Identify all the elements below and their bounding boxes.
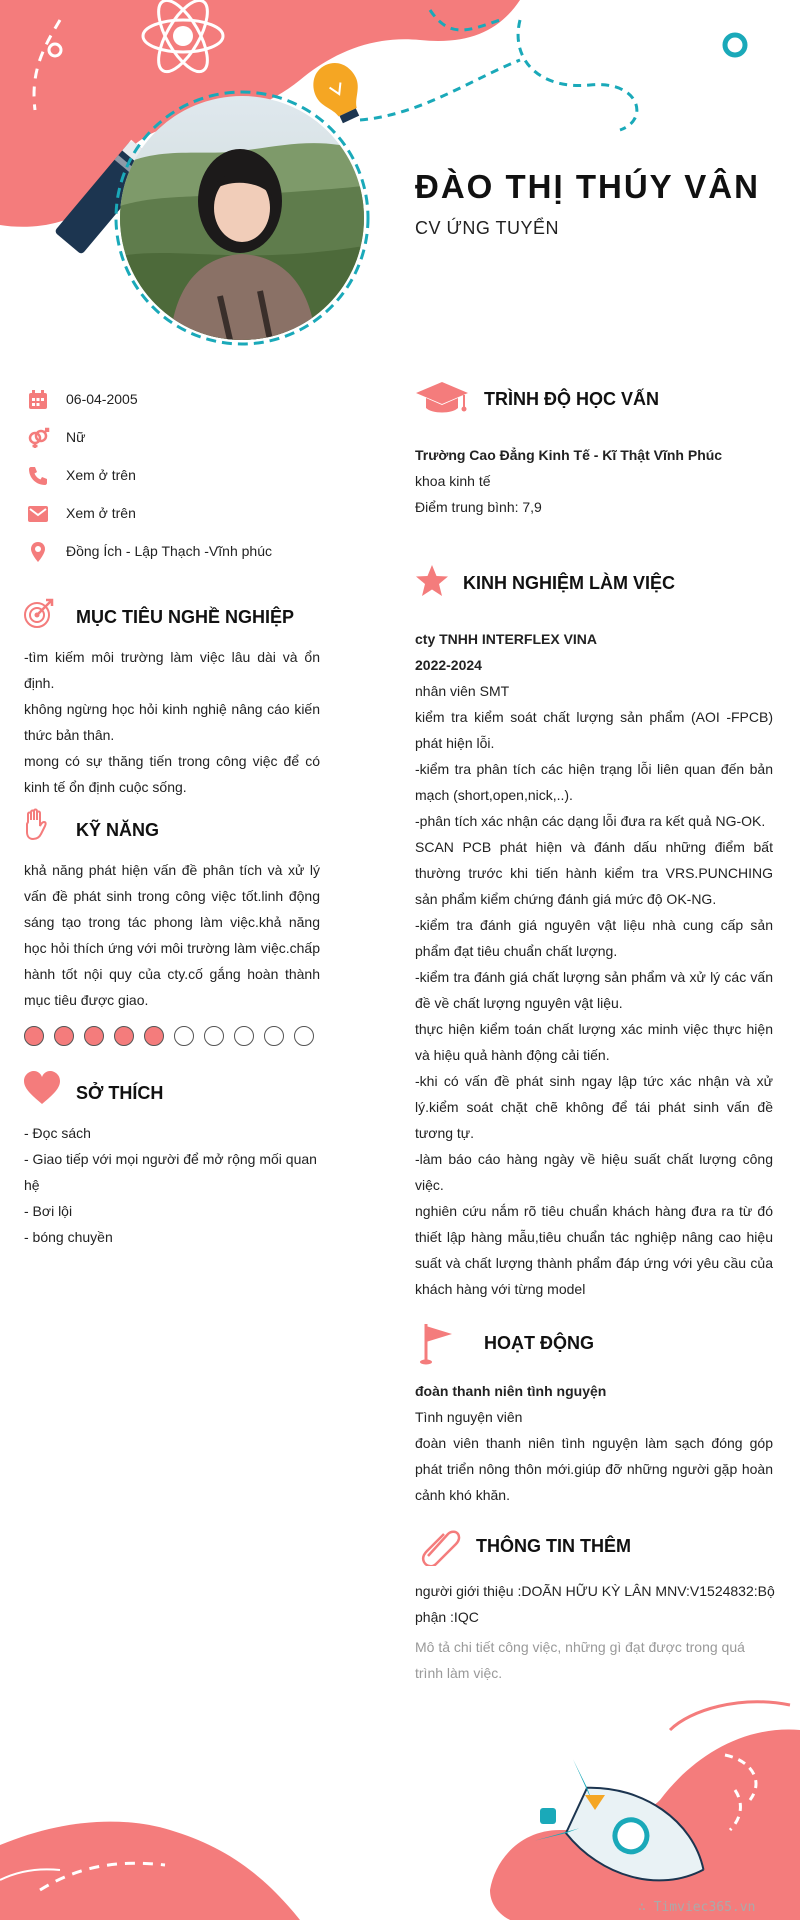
email-icon	[26, 502, 50, 526]
experience-line: -phân tích xác nhận các dạng lỗi đưa ra kết quả NG-OK.	[415, 813, 766, 829]
star-icon	[414, 564, 450, 598]
footer-brand-text: Timviec365.vn	[653, 1900, 756, 1915]
contact-phone-text: Xem ở trên	[66, 467, 136, 483]
education-major: khoa kinh tế	[415, 473, 491, 489]
contact-address-text: Đồng Ích - Lập Thạch -Vĩnh phúc	[66, 543, 272, 559]
hobby-item: - Giao tiếp với mọi người để mở rộng mối quan hệ	[24, 1151, 317, 1193]
additional-details	[415, 1578, 775, 1686]
contact-birthday	[26, 386, 346, 414]
objective-title: MỤC TIÊU NGHỀ NGHIỆP	[76, 607, 295, 627]
activities-title: HOẠT ĐỘNG	[484, 1333, 594, 1353]
cv-subtitle: CV ỨNG TUYỂN	[415, 218, 560, 238]
experience-title: KINH NGHIỆM LÀM VIỆC	[463, 573, 676, 593]
rating-dot	[294, 1026, 314, 1046]
profile-photo	[120, 96, 364, 340]
hobby-item: - bóng chuyền	[24, 1229, 113, 1245]
contact-birthday-text: 06-04-2005	[66, 391, 138, 407]
skills-text: khả năng phát hiện vấn đề phân tích và xử lý vấn đề phát sinh trong công việc tốt.linh động sáng tạo trong tác phong làm việc.khả năng học hỏi thích ứng với môi trường làm việc.chấp hành tốt nội quy của cty.cố gắng hoàn thành mục tiêu được giao.	[24, 862, 320, 1008]
contact-email-text: Xem ở trên	[66, 505, 136, 521]
hand-icon	[22, 808, 52, 842]
experience-details	[415, 626, 773, 1302]
rating-dot	[54, 1026, 74, 1046]
experience-line: -kiểm tra đánh giá nguyên vật liệu nhà cung cấp sản phẩm đạt tiêu chuẩn chất lượng.	[415, 917, 773, 959]
footer-brand: ∴ Timviec365.vn	[638, 1900, 756, 1915]
rating-dot	[234, 1026, 254, 1046]
hobby-item: - Bơi lội	[24, 1203, 73, 1219]
rating-dot	[144, 1026, 164, 1046]
experience-line: nghiên cứu nắm rõ tiêu chuẩn khách hàng đưa ra từ đó thiết lập hàng mẫu,tiêu chuẩn tác nghiệp nâng cao hiệu suất và chất lượng thành phẩm đáp ứng với yêu cầu của khách hàng với từng model	[415, 1203, 773, 1297]
target-icon	[22, 596, 56, 630]
graduation-cap-icon	[414, 380, 470, 416]
experience-line: kiểm tra kiểm soát chất lượng sản phẩm (AOI -FPCB) phát hiện lỗi.	[415, 709, 773, 751]
contact-phone	[26, 462, 346, 490]
education-title: TRÌNH ĐỘ HỌC VẤN	[484, 389, 659, 409]
additional-title: THÔNG TIN THÊM	[476, 1536, 631, 1556]
objective-line: -tìm kiếm môi trường làm việc lâu dài và ổn định.	[24, 649, 320, 691]
contact-address	[26, 538, 346, 566]
flag-icon	[420, 1320, 456, 1366]
activities-details	[415, 1378, 773, 1508]
experience-line: -kiểm tra đánh giá chất lượng sản phẩm và xử lý các vấn đề về chất lượng nguyên vật liệu.	[415, 969, 773, 1011]
rating-dot	[174, 1026, 194, 1046]
skills-title: KỸ NĂNG	[76, 820, 160, 840]
rating-dot	[264, 1026, 284, 1046]
location-icon	[26, 540, 50, 564]
experience-line: -khi có vấn đề phát sinh ngay lập tức xác nhận và xử lý.kiểm soát chặt chẽ không để tái phát sinh vấn đề tương tự.	[415, 1073, 773, 1141]
experience-period: 2022-2024	[415, 657, 482, 673]
candidate-name: ĐÀO THỊ THÚY VÂN	[415, 168, 760, 205]
gender-icon	[26, 426, 50, 450]
education-school: Trường Cao Đẳng Kinh Tế - Kĩ Thật Vĩnh Phúc	[415, 447, 723, 463]
activities-text: đoàn viên thanh niên tình nguyện làm sạch đóng góp phát triển nông thôn mới.giúp đỡ những người gặp hoàn cảnh khó khăn.	[415, 1435, 773, 1503]
additional-text: người giới thiệu :DOÃN HỮU KỲ LÂN MNV:V1524832:Bộ phận :IQC	[415, 1583, 775, 1625]
rating-dot	[204, 1026, 224, 1046]
experience-line: SCAN PCB phát hiện và đánh dấu những điểm bất thường trước khi tiến hành kiểm tra VRS.PUNCHING sản phẩm kiểm chứng đánh giá mức độ OK-NG.	[415, 839, 773, 907]
objective-line: mong có sự thăng tiến trong công việc để có kinh tế ổn định cuộc sống.	[24, 753, 320, 795]
phone-icon	[26, 464, 50, 488]
experience-line: thực hiện kiểm toán chất lượng xác minh việc thực hiện và hiệu quả hành động cải tiến.	[415, 1021, 773, 1063]
calendar-icon	[26, 388, 50, 412]
experience-company: cty TNHH INTERFLEX VINA	[415, 631, 598, 647]
experience-line: -kiểm tra phân tích các hiện trạng lỗi liên quan đến bản mạch (short,open,nick,..).	[415, 761, 773, 803]
rating-dot	[84, 1026, 104, 1046]
hobby-item: - Đọc sách	[24, 1125, 91, 1141]
skills-rating	[24, 1026, 324, 1052]
hobbies-title: SỞ THÍCH	[76, 1083, 164, 1103]
heart-icon	[22, 1070, 62, 1106]
education-details	[415, 442, 775, 520]
paperclip-icon	[416, 1526, 462, 1566]
rating-dot	[24, 1026, 44, 1046]
contact-email	[26, 500, 346, 528]
additional-placeholder: Mô tả chi tiết công việc, những gì đạt được trong quá trình làm việc.	[415, 1639, 745, 1681]
profile-photo-frame	[112, 88, 372, 348]
objective-text	[24, 644, 320, 800]
contact-gender	[26, 424, 346, 452]
rating-dot	[114, 1026, 134, 1046]
education-gpa: Điểm trung bình: 7,9	[415, 499, 542, 515]
hobbies-list	[24, 1120, 324, 1250]
activities-role: Tình nguyện viên	[415, 1409, 523, 1425]
objective-line: không ngừng học hỏi kinh nghiệ nâng cáo kiến thức bản thân.	[24, 701, 320, 743]
experience-line: -làm báo cáo hàng ngày về hiệu suất chất lượng công việc.	[415, 1151, 773, 1193]
contact-gender-text: Nữ	[66, 429, 86, 445]
activities-org: đoàn thanh niên tình nguyện	[415, 1383, 607, 1399]
experience-position: nhân viên SMT	[415, 683, 510, 699]
